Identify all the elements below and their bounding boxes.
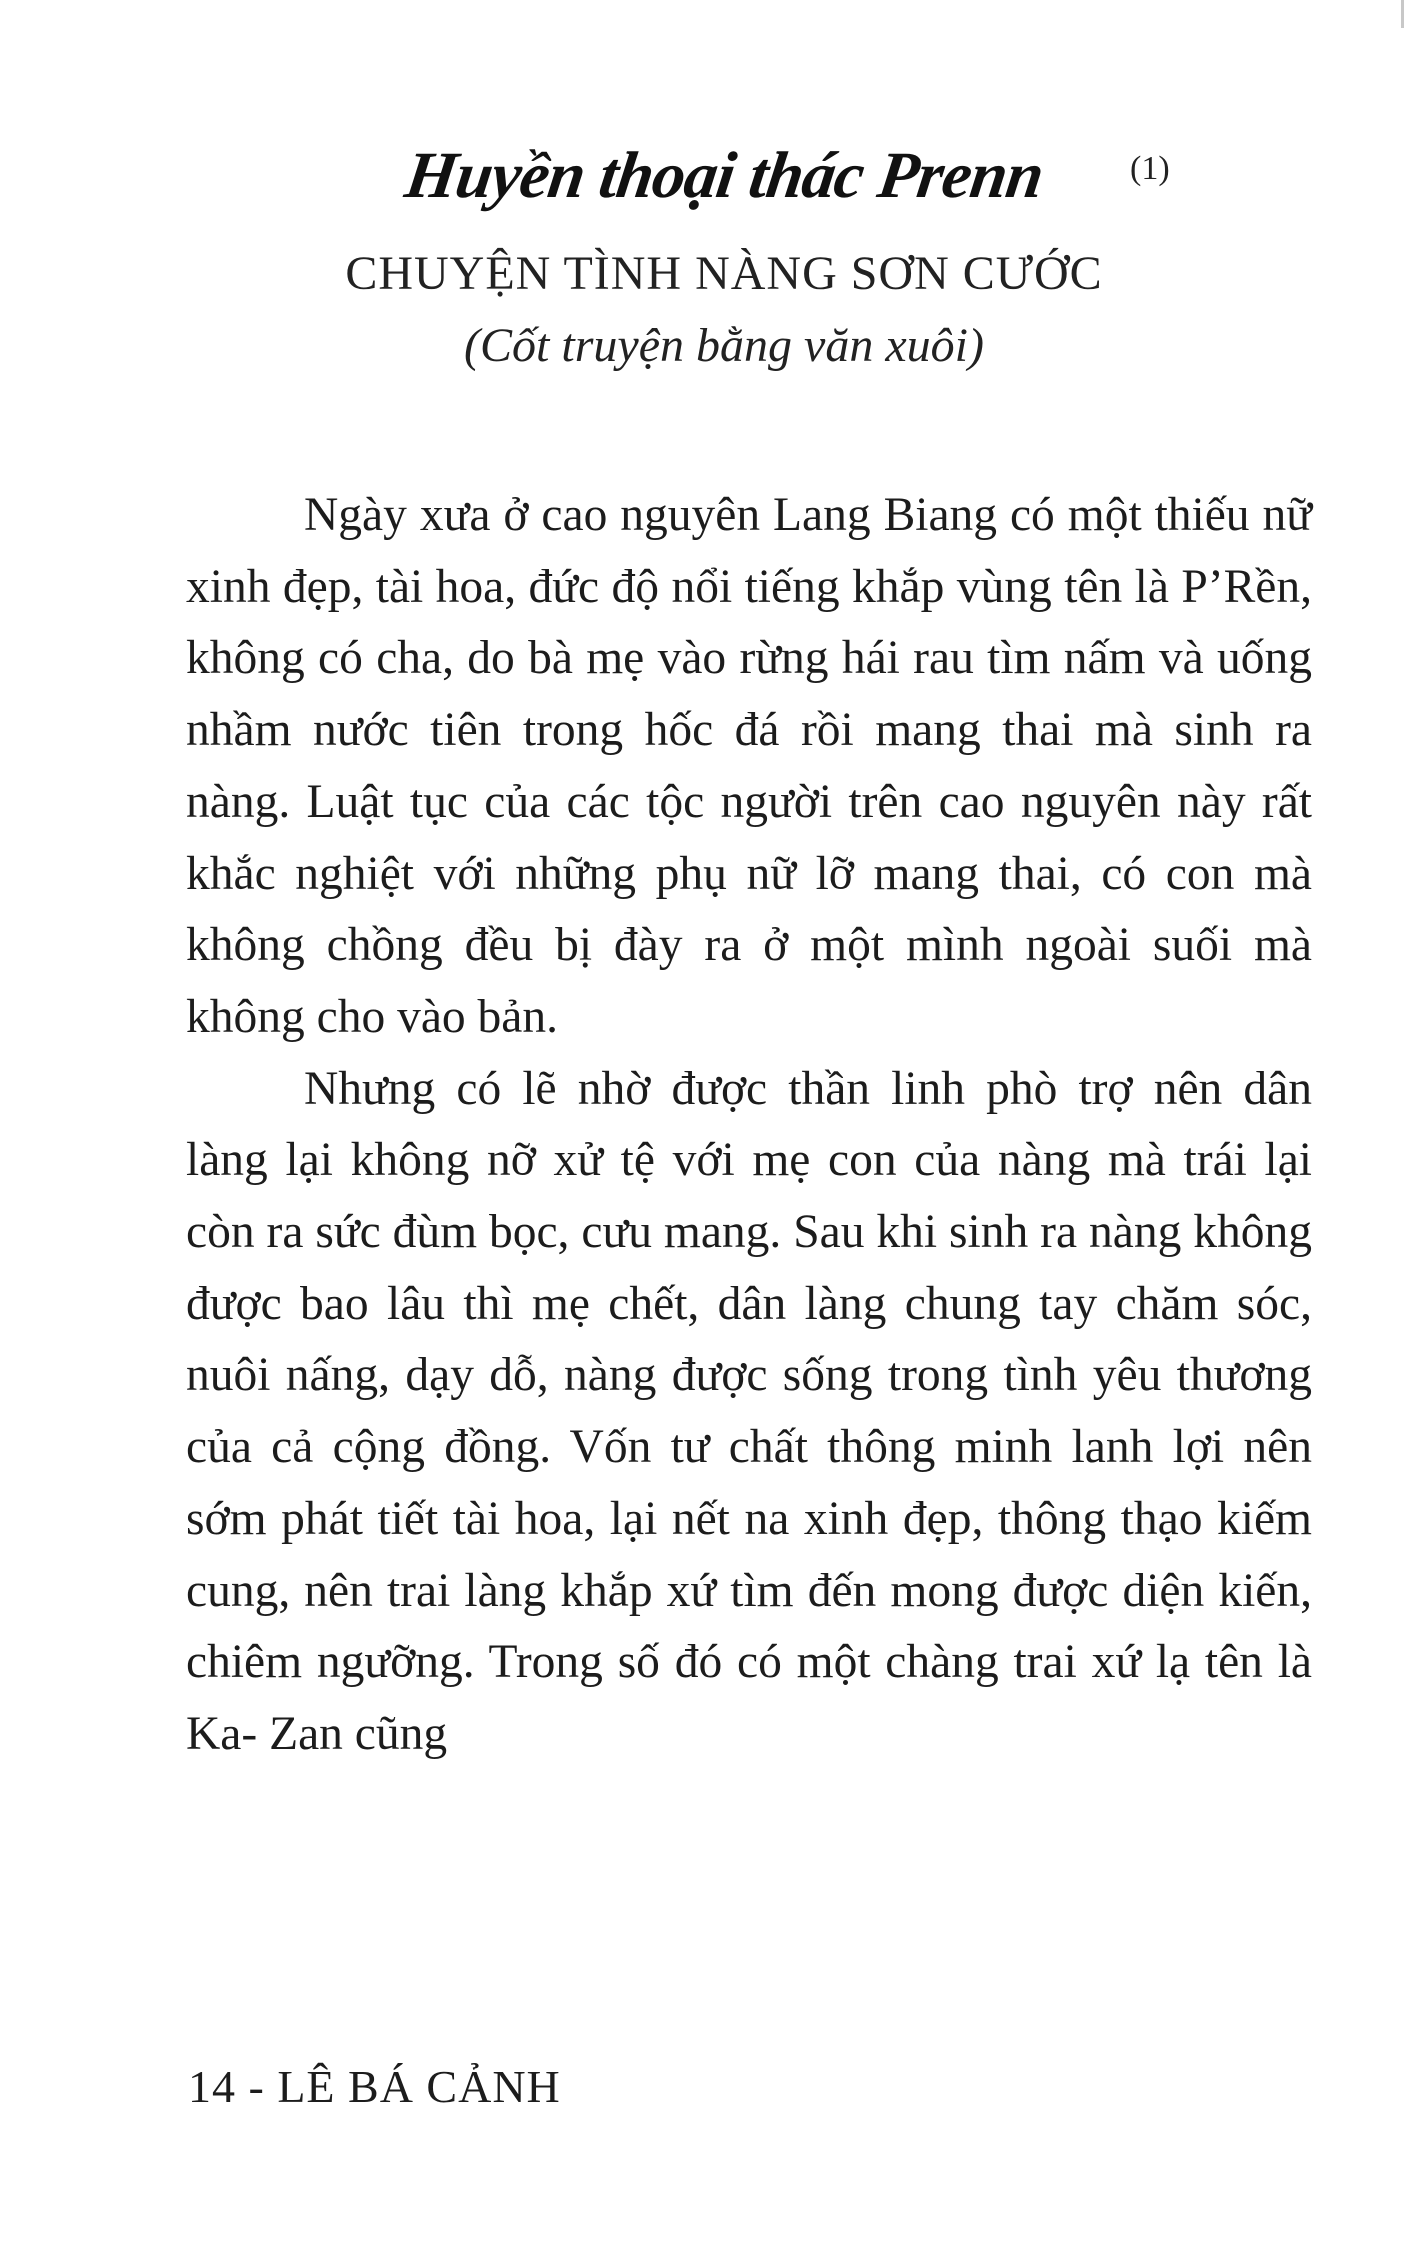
paragraph: Ngày xưa ở cao nguyên Lang Biang có một thiếu nữ xinh đẹp, tài hoa, đức độ nổi tiếng khắp vùng tên là P’Rền, không có cha, do bà mẹ vào rừng hái rau tìm nấm và uống nhầm nước tiên trong hốc đá rồi mang thai mà sinh ra nàng. Luật tục của các tộc người trên cao nguyên này rất khắc nghiệt với những phụ nữ lỡ mang thai, có con mà không chồng đều bị đày ra ở một mình ngoài suối mà không cho vào bản. bbox=[186, 489, 1312, 1043]
footnote-marker: (1) bbox=[1130, 150, 1170, 187]
body-text bbox=[186, 480, 1312, 1771]
page-footer: 14 - LÊ BÁ CẢNH bbox=[188, 2061, 561, 2112]
chapter-subtitle-note-text: (Cốt truyện bằng văn xuôi) bbox=[464, 319, 984, 372]
chapter-subtitle-note bbox=[0, 318, 1408, 373]
page-edge-mark bbox=[1401, 0, 1404, 28]
chapter-subtitle-text: CHUYỆN TÌNH NÀNG SƠN CƯỚC bbox=[345, 247, 1103, 300]
paragraph: Nhưng có lẽ nhờ được thần linh phò trợ nên dân làng lại không nỡ xử tệ với mẹ con của nàng mà trái lại còn ra sức đùm bọc, cưu mang. Sau khi sinh ra nàng không được bao lâu thì mẹ chết, dân làng chung tay chăm sóc, nuôi nấng, dạy dỗ, nàng được sống trong tình yêu thương của cả cộng đồng. Vốn tư chất thông minh lanh lợi nên sớm phát tiết tài hoa, lại nết na xinh đẹp, thông thạo kiếm cung, nên trai làng khắp xứ tìm đến mong được diện kiến, chiêm ngưỡng. Trong số đó có một chàng trai xứ lạ tên là Ka- Zan cũng bbox=[186, 1062, 1312, 1760]
chapter-title: Huyền thoại thác Prenn bbox=[400, 139, 1048, 212]
chapter-subtitle bbox=[0, 246, 1408, 301]
title-row bbox=[0, 138, 1408, 214]
